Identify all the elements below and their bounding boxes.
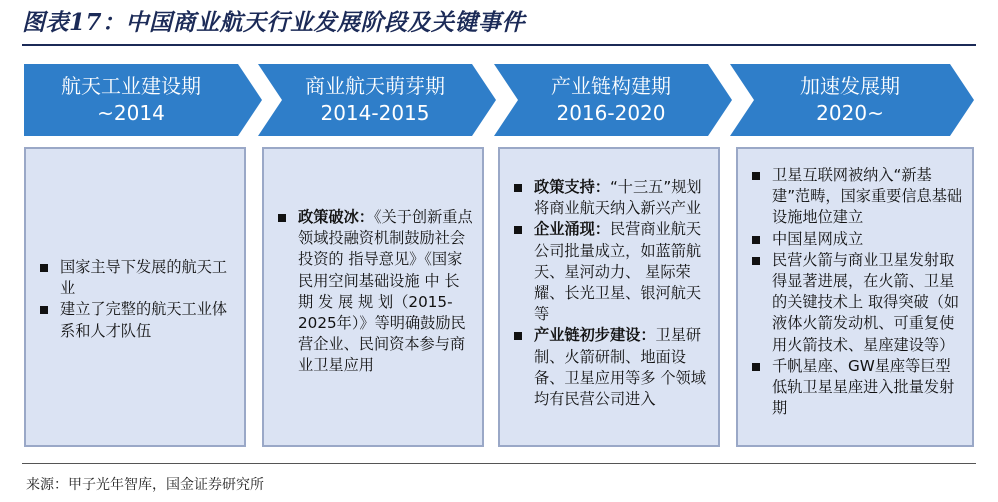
stage-1-panel bbox=[24, 147, 246, 447]
stage-2-item-heading: 政策破冰： bbox=[298, 208, 374, 226]
stage-4-item bbox=[750, 229, 964, 250]
stage-3-panel bbox=[498, 147, 720, 447]
bullet-icon bbox=[752, 236, 760, 244]
stage-4-period: 2020~ bbox=[816, 101, 884, 125]
stage-1-period: ~2014 bbox=[97, 101, 165, 125]
bullet-icon bbox=[40, 264, 48, 272]
stage-4-item-text: 千帆星座、GW星座等巨型低轨卫星星座进入批量发射期 bbox=[772, 356, 955, 418]
stage-4-item-text: 民营火箭与商业卫星发射取得显著进展，在火箭、卫星的关键技术上 取得突破（如液体火箭发动机、可重复使用火箭技术、星座建设等） bbox=[772, 250, 960, 354]
stage-2-period: 2014-2015 bbox=[320, 101, 430, 125]
stage-3-item-text: 民营商业航天公司批量成立，如蓝箭航天、星河动力、 星际荣耀、长光卫星、银河航天等 bbox=[534, 220, 702, 324]
stage-3-item-heading: 产业链初步建设： bbox=[534, 326, 656, 345]
bullet-icon bbox=[278, 214, 286, 222]
stage-3-item-text: 卫星研制、火箭研制、地面设备、卫星应用等多 个领域均有民营公司进入 bbox=[534, 326, 706, 409]
stage-4-header bbox=[730, 64, 974, 136]
stage-4-item-text: 中国星网成立 bbox=[772, 229, 864, 248]
bullet-icon bbox=[514, 184, 522, 192]
bullet-icon bbox=[752, 363, 760, 371]
stage-4-name: 加速发展期 bbox=[800, 74, 900, 98]
stage-2-name: 商业航天萌芽期 bbox=[305, 74, 445, 98]
stage-3-header bbox=[494, 64, 732, 136]
stage-1-item bbox=[38, 299, 236, 341]
stage-4-panel bbox=[736, 147, 974, 447]
stage-3-item bbox=[512, 177, 710, 219]
stage-1-item-text: 国家主导下发展的航天工业 bbox=[60, 258, 228, 298]
stage-4-item bbox=[750, 356, 964, 420]
bullet-icon bbox=[514, 332, 522, 340]
source-divider bbox=[22, 463, 976, 464]
stage-2-header bbox=[258, 64, 496, 136]
stage-3-period: 2016-2020 bbox=[556, 101, 666, 125]
stage-3-item bbox=[512, 219, 710, 325]
stage-1-item bbox=[38, 257, 236, 299]
stage-1-item-text: 建立了完整的航天工业体系和人才队伍 bbox=[60, 300, 228, 340]
stage-3-item-heading: 企业涌现： bbox=[534, 220, 610, 239]
bullet-icon bbox=[752, 257, 760, 265]
title-divider bbox=[22, 44, 976, 46]
figure-title: 图表17：中国商业航天行业发展阶段及关键事件 bbox=[22, 9, 526, 36]
source-note: 来源：甲子光年智库，国金证券研究所 bbox=[26, 477, 264, 493]
stage-2-item-text: 《关于创新重点领域投融资机制鼓励社会投资的 指导意见》《国家民用空间基础设施 中 长 期 发 展 规 划（2015-2025年）》等明确鼓励民营企业、民间资本参与商 业卫星应用 bbox=[298, 208, 473, 375]
stage-3-name: 产业链构建期 bbox=[551, 74, 671, 98]
bullet-icon bbox=[40, 306, 48, 314]
stage-3-item-heading: 政策支持： bbox=[534, 178, 610, 196]
stage-1-name: 航天工业建设期 bbox=[61, 74, 201, 98]
stage-3-item-text: “十三五”规划将商业航天纳入新兴产业 bbox=[534, 178, 702, 218]
bullet-icon bbox=[752, 172, 760, 180]
stage-4-item-text: 卫星互联网被纳入“新基建”范畴，国家重要信息基础设施地位建立 bbox=[772, 166, 963, 227]
stage-4-item bbox=[750, 250, 964, 356]
stage-1-header bbox=[24, 64, 262, 136]
stage-2-panel bbox=[262, 147, 484, 447]
bullet-icon bbox=[514, 226, 522, 234]
stage-4-item bbox=[750, 165, 964, 229]
stage-2-item bbox=[276, 207, 474, 377]
stage-3-item bbox=[512, 325, 710, 410]
